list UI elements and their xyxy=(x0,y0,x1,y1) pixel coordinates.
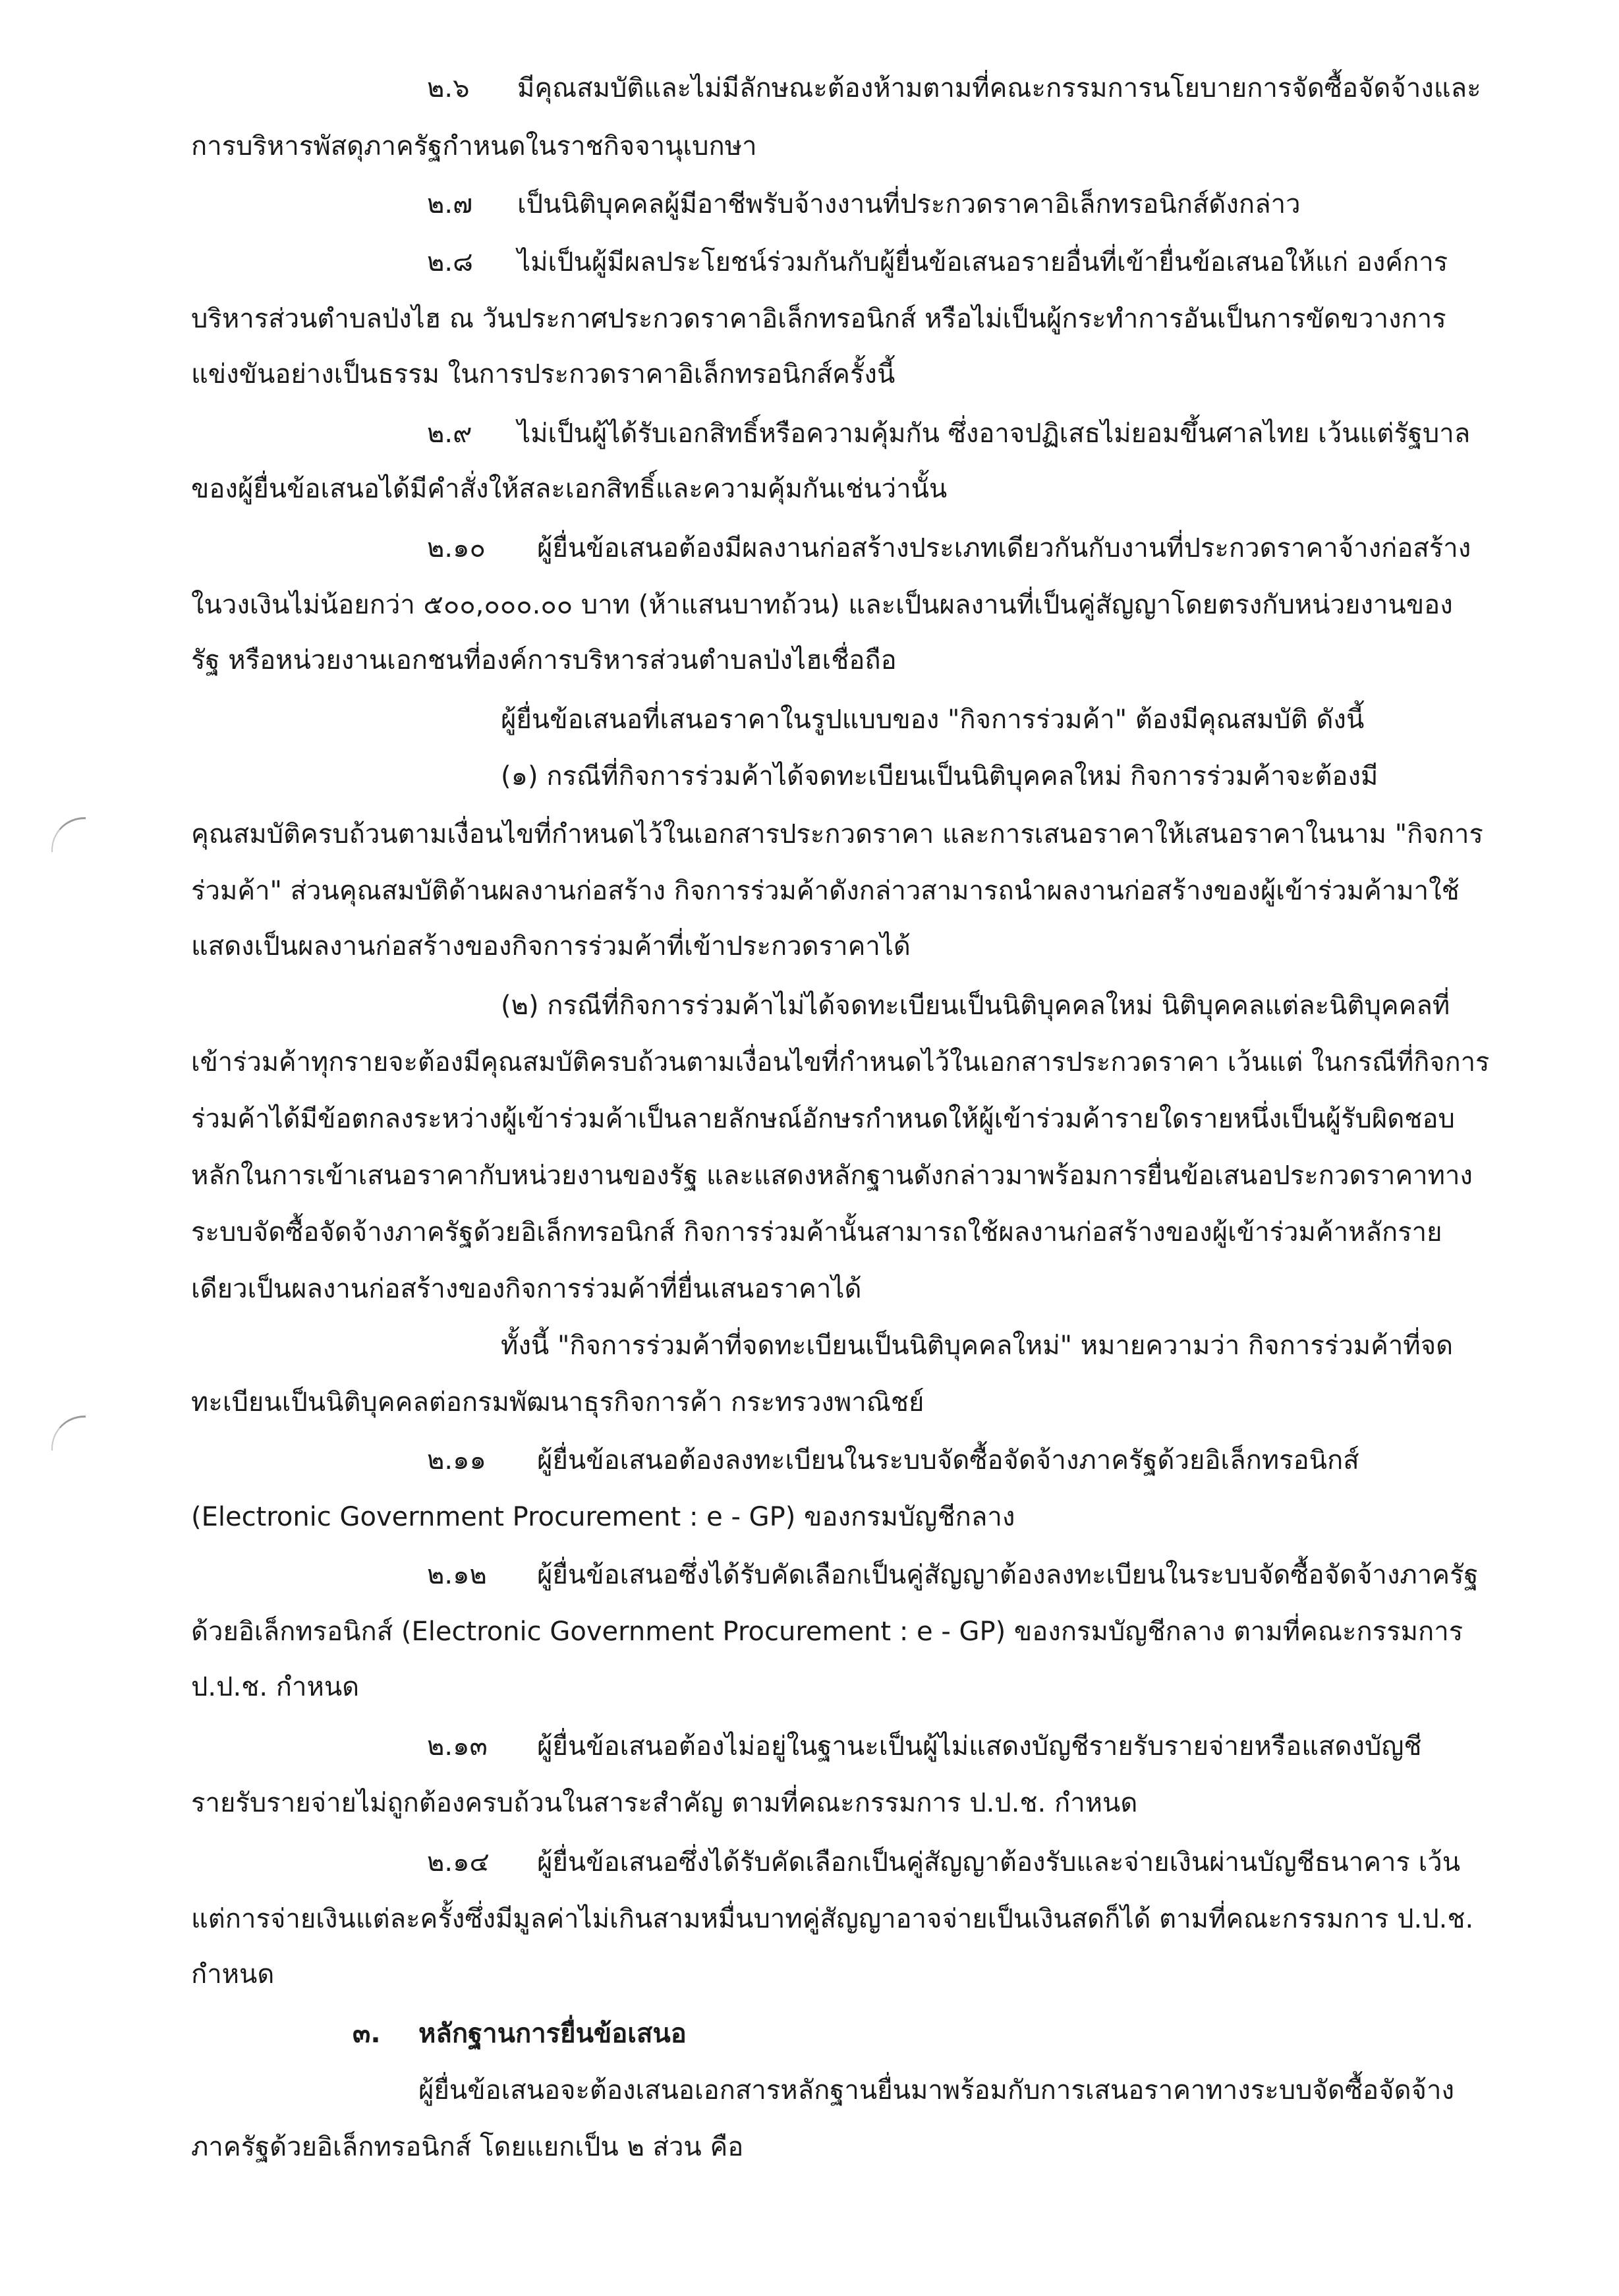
item-2-10-line-3: รัฐ หรือหน่วยงานเอกชนที่องค์การบริหารส่วนตำบลป่งไฮเชื่อถือ xyxy=(191,645,897,675)
item-2-14-line-2: แต่การจ่ายเงินแต่ละครั้งซึ่งมีมูลค่าไม่เกินสามหมื่นบาทคู่สัญญาอาจจ่ายเป็นเงินสดก็ได้ ตามที่คณะกรรมการ ป.ป.ช. xyxy=(191,1904,1474,1934)
jv-case-2-line-5: ระบบจัดซื้อจัดจ้างภาครัฐด้วยอิเล็กทรอนิกส์ กิจการร่วมค้านั้นสามารถใช้ผลงานก่อสร้างของผู้เข้าร่วมค้าหลักราย xyxy=(191,1217,1442,1248)
item-2-8-line-3: แข่งขันอย่างเป็นธรรม ในการประกวดราคาอิเล็กทรอนิกส์ครั้งนี้ xyxy=(191,359,895,389)
item-number-2-8: ๒.๘ xyxy=(427,247,473,277)
item-2-11-line-2: (Electronic Government Procurement : e - GP) ของกรมบัญชีกลาง xyxy=(191,1502,1015,1532)
jv-definition-line-2: ทะเบียนเป็นนิติบุคคลต่อกรมพัฒนาธุรกิจการค้า กระทรวงพาณิชย์ xyxy=(191,1387,924,1418)
item-2-13-line-1: ผู้ยื่นข้อเสนอต้องไม่อยู่ในฐานะเป็นผู้ไม่แสดงบัญชีรายรับรายจ่ายหรือแสดงบัญชี xyxy=(537,1731,1422,1762)
item-2-9-line-1: ไม่เป็นผู้ได้รับเอกสิทธิ์หรือความคุ้มกัน ซึ่งอาจปฏิเสธไม่ยอมขึ้นศาลไทย เว้นแต่รัฐบาล xyxy=(517,418,1471,449)
section-3-line-1: ผู้ยื่นข้อเสนอจะต้องเสนอเอกสารหลักฐานยื่นมาพร้อมกับการเสนอราคาทางระบบจัดซื้อจัดจ้าง xyxy=(418,2075,1454,2106)
punch-hole-mark-lower xyxy=(51,1416,86,1450)
item-2-12-line-1: ผู้ยื่นข้อเสนอซึ่งได้รับคัดเลือกเป็นคู่สัญญาต้องลงทะเบียนในระบบจัดซื้อจัดจ้างภาครัฐ xyxy=(537,1560,1479,1590)
jv-case-1-line-1: (๑) กรณีที่กิจการร่วมค้าได้จดทะเบียนเป็นนิติบุคคลใหม่ กิจการร่วมค้าจะต้องมี xyxy=(501,761,1378,791)
item-2-8-line-2: บริหารส่วนตำบลป่งไฮ ณ วันประกาศประกวดราคาอิเล็กทรอนิกส์ หรือไม่เป็นผู้กระทำการอันเป็นการขัดขวางการ xyxy=(191,304,1446,334)
jv-definition-line-1: ทั้งนี้ "กิจการร่วมค้าที่จดทะเบียนเป็นนิติบุคคลใหม่" หมายความว่า กิจการร่วมค้าที่จด xyxy=(501,1331,1454,1361)
item-number-2-12: ๒.๑๒ xyxy=(427,1560,487,1590)
item-2-11-line-1: ผู้ยื่นข้อเสนอต้องลงทะเบียนในระบบจัดซื้อจัดจ้างภาครัฐด้วยอิเล็กทรอนิกส์ xyxy=(537,1445,1359,1476)
section-3-heading: หลักฐานการยื่นข้อเสนอ xyxy=(418,2019,687,2049)
item-2-10-line-1: ผู้ยื่นข้อเสนอต้องมีผลงานก่อสร้างประเภทเดียวกันกับงานที่ประกวดราคาจ้างก่อสร้าง xyxy=(537,533,1471,563)
item-2-13-line-2: รายรับรายจ่ายไม่ถูกต้องครบถ้วนในสาระสำคัญ ตามที่คณะกรรมการ ป.ป.ช. กำหนด xyxy=(191,1788,1138,1818)
punch-hole-mark-upper xyxy=(51,817,86,852)
item-2-12-line-3: ป.ป.ช. กำหนด xyxy=(191,1672,360,1702)
item-2-14-line-1: ผู้ยื่นข้อเสนอซึ่งได้รับคัดเลือกเป็นคู่สัญญาต้องรับและจ่ายเงินผ่านบัญชีธนาคาร เว้น xyxy=(537,1847,1461,1878)
jv-case-2-line-3: ร่วมค้าได้มีข้อตกลงระหว่างผู้เข้าร่วมค้าเป็นลายลักษณ์อักษรกำหนดให้ผู้เข้าร่วมค้ารายใดรายหนึ่งเป็นผู้รับผิดชอบ xyxy=(191,1104,1455,1134)
item-number-2-10: ๒.๑๐ xyxy=(427,533,486,563)
item-2-14-line-3: กำหนด xyxy=(191,1959,275,1990)
jv-intro: ผู้ยื่นข้อเสนอที่เสนอราคาในรูปแบบของ "กิจการร่วมค้า" ต้องมีคุณสมบัติ ดังนี้ xyxy=(501,704,1365,735)
item-number-2-7: ๒.๗ xyxy=(427,189,473,219)
item-2-6-line-2: การบริหารพัสดุภาครัฐกำหนดในราชกิจจานุเบกษา xyxy=(191,131,757,161)
jv-case-1-line-2: คุณสมบัติครบถ้วนตามเงื่อนไขที่กำหนดไว้ในเอกสารประกวดราคา และการเสนอราคาให้เสนอราคาในนาม "กิจการ xyxy=(191,819,1483,849)
item-2-12-line-2: ด้วยอิเล็กทรอนิกส์ (Electronic Government Procurement : e - GP) ของกรมบัญชีกลาง ตามที่คณะกรรมการ xyxy=(191,1617,1463,1647)
item-number-2-14: ๒.๑๔ xyxy=(427,1847,490,1878)
jv-case-2-line-2: เข้าร่วมค้าทุกรายจะต้องมีคุณสมบัติครบถ้วนตามเงื่อนไขที่กำหนดไว้ในเอกสารประกวดราคา เว้นแต่ ในกรณีที่กิจการ xyxy=(191,1047,1490,1077)
jv-case-1-line-3: ร่วมค้า" ส่วนคุณสมบัติด้านผลงานก่อสร้าง กิจการร่วมค้าดังกล่าวสามารถนำผลงานก่อสร้างของผู้เข้าร่วมค้ามาใช้ xyxy=(191,876,1460,906)
item-2-10-line-2: ในวงเงินไม่น้อยกว่า ๕๐๐,๐๐๐.๐๐ บาท (ห้าแสนบาทถ้วน) และเป็นผลงานที่เป็นคู่สัญญาโดยตรงกับหน่วยงานของ xyxy=(191,590,1453,620)
section-3-line-2: ภาครัฐด้วยอิเล็กทรอนิกส์ โดยแยกเป็น ๒ ส่วน คือ xyxy=(191,2132,744,2162)
item-number-2-13: ๒.๑๓ xyxy=(427,1731,488,1762)
jv-case-2-line-6: เดียวเป็นผลงานก่อสร้างของกิจการร่วมค้าที่ยื่นเสนอราคาได้ xyxy=(191,1274,862,1304)
jv-case-2-line-4: หลักในการเข้าเสนอราคากับหน่วยงานของรัฐ และแสดงหลักฐานดังกล่าวมาพร้อมการยื่นข้อเสนอประกวดราคาทาง xyxy=(191,1161,1473,1191)
item-2-8-line-1: ไม่เป็นผู้มีผลประโยชน์ร่วมกันกับผู้ยื่นข้อเสนอรายอื่นที่เข้ายื่นข้อเสนอให้แก่ องค์การ xyxy=(517,247,1448,277)
item-number-2-11: ๒.๑๑ xyxy=(427,1445,486,1476)
jv-case-1-line-4: แสดงเป็นผลงานก่อสร้างของกิจการร่วมค้าที่เข้าประกวดราคาได้ xyxy=(191,931,911,961)
jv-case-2-line-1: (๒) กรณีที่กิจการร่วมค้าไม่ได้จดทะเบียนเป็นนิติบุคคลใหม่ นิติบุคคลแต่ละนิติบุคคลที่ xyxy=(501,990,1450,1021)
item-number-2-9: ๒.๙ xyxy=(427,418,472,449)
item-2-6-line-1: มีคุณสมบัติและไม่มีลักษณะต้องห้ามตามที่คณะกรรมการนโยบายการจัดซื้อจัดจ้างและ xyxy=(517,73,1481,103)
section-3-number: ๓. xyxy=(353,2019,381,2049)
item-number-2-6: ๒.๖ xyxy=(427,73,470,103)
item-2-7-line-1: เป็นนิติบุคคลผู้มีอาชีพรับจ้างงานที่ประกวดราคาอิเล็กทรอนิกส์ดังกล่าว xyxy=(517,189,1301,219)
item-2-9-line-2: ของผู้ยื่นข้อเสนอได้มีคำสั่งให้สละเอกสิทธิ์และความคุ้มกันเช่นว่านั้น xyxy=(191,474,948,504)
